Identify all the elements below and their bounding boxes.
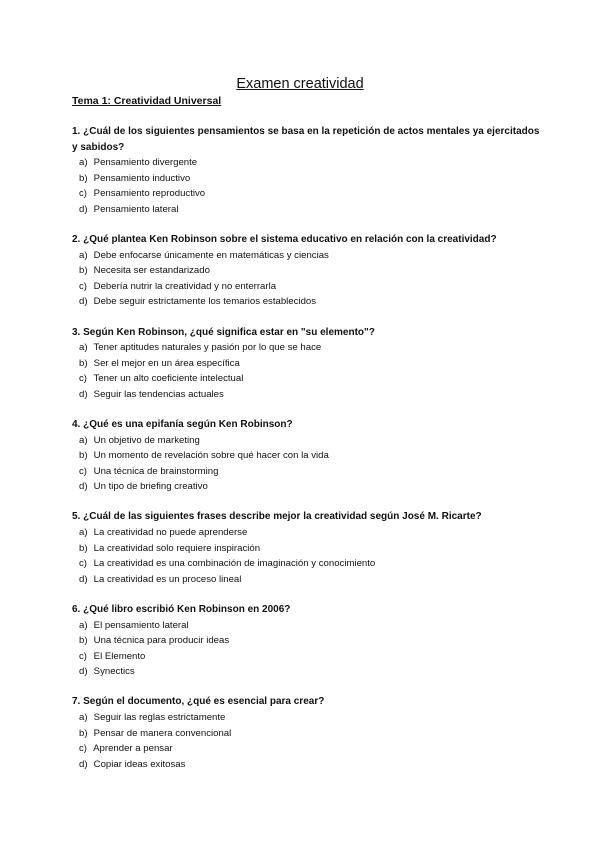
question-number: 4. [72, 419, 81, 430]
option-letter: a) [79, 342, 88, 354]
option-c [79, 556, 542, 572]
option-text: Synectics [93, 666, 135, 678]
option-letter: c) [79, 465, 87, 477]
option-b [79, 633, 542, 649]
option-letter: c) [79, 558, 87, 570]
option-d [79, 479, 542, 495]
question-prompt: ¿Qué plantea Ken Robinson sobre el sistema educativo en relación con la creatividad? [83, 234, 497, 246]
option-letter: d) [79, 481, 88, 493]
option-letter: a) [79, 712, 88, 723]
option-b [79, 171, 542, 187]
option-a [79, 340, 542, 356]
option-letter: c) [79, 188, 87, 200]
option-letter: d) [79, 296, 88, 308]
option-letter: d) [79, 758, 88, 770]
option-text: La creatividad solo requiere inspiración [93, 542, 261, 554]
question-number: 6. [72, 603, 81, 615]
question-prompt: ¿Qué es una epifanía según Ken Robinson? [83, 419, 293, 430]
option-list [72, 710, 542, 772]
theme-heading: Tema 1: Creatividad Universal [72, 95, 222, 107]
option-a [79, 618, 542, 634]
question-text [72, 417, 542, 433]
option-letter: a) [79, 434, 88, 446]
option-list [72, 433, 542, 495]
option-letter: c) [79, 373, 87, 385]
option-b [79, 726, 542, 742]
option-d [79, 572, 542, 588]
option-text: Seguir las tendencias actuales [93, 388, 224, 400]
question-text [72, 232, 542, 248]
option-list [72, 618, 542, 680]
option-text: Ser el mejor en un área específica [93, 357, 240, 369]
option-text: Necesita ser estandarizado [93, 265, 210, 277]
option-a [79, 525, 542, 541]
option-text: Tener un alto coeficiente intelectual [93, 373, 244, 385]
option-text: Una técnica de brainstorming [93, 465, 219, 477]
option-letter: d) [79, 388, 88, 400]
option-c [79, 186, 542, 202]
option-text: Aprender a pensar [93, 743, 173, 755]
option-letter: a) [79, 619, 88, 631]
option-a [79, 155, 542, 171]
option-text: Un tipo de briefing creativo [93, 481, 208, 493]
question-2 [72, 232, 542, 310]
question-7 [72, 694, 542, 772]
option-text: Un momento de revelación sobre qué hacer con la vida [93, 450, 329, 462]
option-letter: b) [79, 635, 88, 647]
question-number: 3. [72, 326, 81, 338]
option-letter: d) [79, 573, 88, 585]
option-text: Pensamiento inductivo [93, 172, 191, 184]
option-list [72, 155, 542, 217]
option-letter: c) [79, 280, 87, 292]
option-letter: b) [79, 542, 88, 554]
option-text: La creatividad no puede aprenderse [93, 527, 248, 539]
question-5 [72, 509, 542, 587]
option-text: Tener aptitudes naturales y pasión por lo que se hace [93, 342, 322, 354]
option-text: El pensamiento lateral [93, 619, 189, 631]
option-d [79, 294, 542, 310]
option-text: Debe enfocarse únicamente en matemáticas y ciencias [93, 249, 329, 261]
option-c [79, 371, 542, 387]
question-number: 2. [72, 234, 81, 246]
question-prompt: Según Ken Robinson, ¿qué significa estar en "su elemento"? [83, 326, 375, 338]
option-list [72, 340, 542, 402]
option-letter: d) [79, 203, 88, 215]
question-4 [72, 417, 542, 495]
question-number: 1. [72, 126, 81, 137]
question-1 [72, 124, 542, 218]
option-text: Pensamiento divergente [93, 157, 198, 169]
exam-title: Examen creatividad [236, 76, 364, 92]
option-letter: a) [79, 527, 88, 539]
option-letter: b) [79, 265, 88, 277]
option-text: La creatividad es un proceso lineal [93, 573, 242, 585]
option-text: Un objetivo de marketing [93, 434, 200, 446]
option-text: Pensamiento reproductivo [93, 188, 206, 200]
question-text [72, 694, 542, 710]
option-c [79, 279, 542, 295]
option-text: Pensar de manera convencional [93, 727, 232, 739]
question-text [72, 325, 542, 341]
option-letter: b) [79, 357, 88, 369]
option-list [72, 248, 542, 310]
option-text: La creatividad es una combinación de imaginación y conocimiento [93, 558, 376, 570]
option-d [79, 387, 542, 403]
option-b [79, 356, 542, 372]
option-d [79, 664, 542, 680]
option-a [79, 433, 542, 449]
option-a [79, 248, 542, 264]
question-text [72, 509, 542, 525]
option-letter: c) [79, 743, 87, 755]
option-text: Debería nutrir la creatividad y no enterrarla [93, 280, 277, 292]
option-letter: d) [79, 666, 88, 678]
question-text [72, 124, 542, 155]
option-letter: c) [79, 650, 87, 662]
question-prompt: Según el documento, ¿qué es esencial para crear? [83, 696, 325, 708]
question-3 [72, 325, 542, 403]
option-text: Pensamiento lateral [93, 203, 179, 215]
option-text: Seguir las reglas estrictamente [93, 712, 226, 723]
question-prompt: ¿Qué libro escribió Ken Robinson en 2006? [83, 603, 291, 615]
option-text: Copiar ideas exitosas [93, 758, 186, 770]
question-text [72, 602, 542, 618]
option-d [79, 757, 542, 773]
question-list [72, 124, 542, 787]
question-6 [72, 602, 542, 680]
option-list [72, 525, 542, 587]
question-prompt: ¿Cuál de los siguientes pensamientos se basa en la repetición de actos mentales ya ejercitados y sabidos? [72, 126, 540, 153]
option-letter: a) [79, 157, 88, 169]
option-text: El Elemento [93, 650, 146, 662]
option-b [79, 263, 542, 279]
option-letter: a) [79, 249, 88, 261]
option-b [79, 448, 542, 464]
option-c [79, 741, 542, 757]
option-text: Debe seguir estrictamente los temarios establecidos [93, 296, 317, 308]
option-c [79, 649, 542, 665]
option-c [79, 464, 542, 480]
option-letter: b) [79, 727, 88, 739]
option-a [79, 710, 542, 726]
question-number: 7. [72, 696, 81, 708]
option-b [79, 541, 542, 557]
question-prompt: ¿Cuál de las siguientes frases describe mejor la creatividad según José M. Ricarte? [83, 511, 482, 523]
option-letter: b) [79, 172, 88, 184]
option-letter: b) [79, 450, 88, 462]
option-d [79, 202, 542, 218]
question-number: 5. [72, 511, 81, 523]
option-text: Una técnica para producir ideas [93, 635, 230, 647]
